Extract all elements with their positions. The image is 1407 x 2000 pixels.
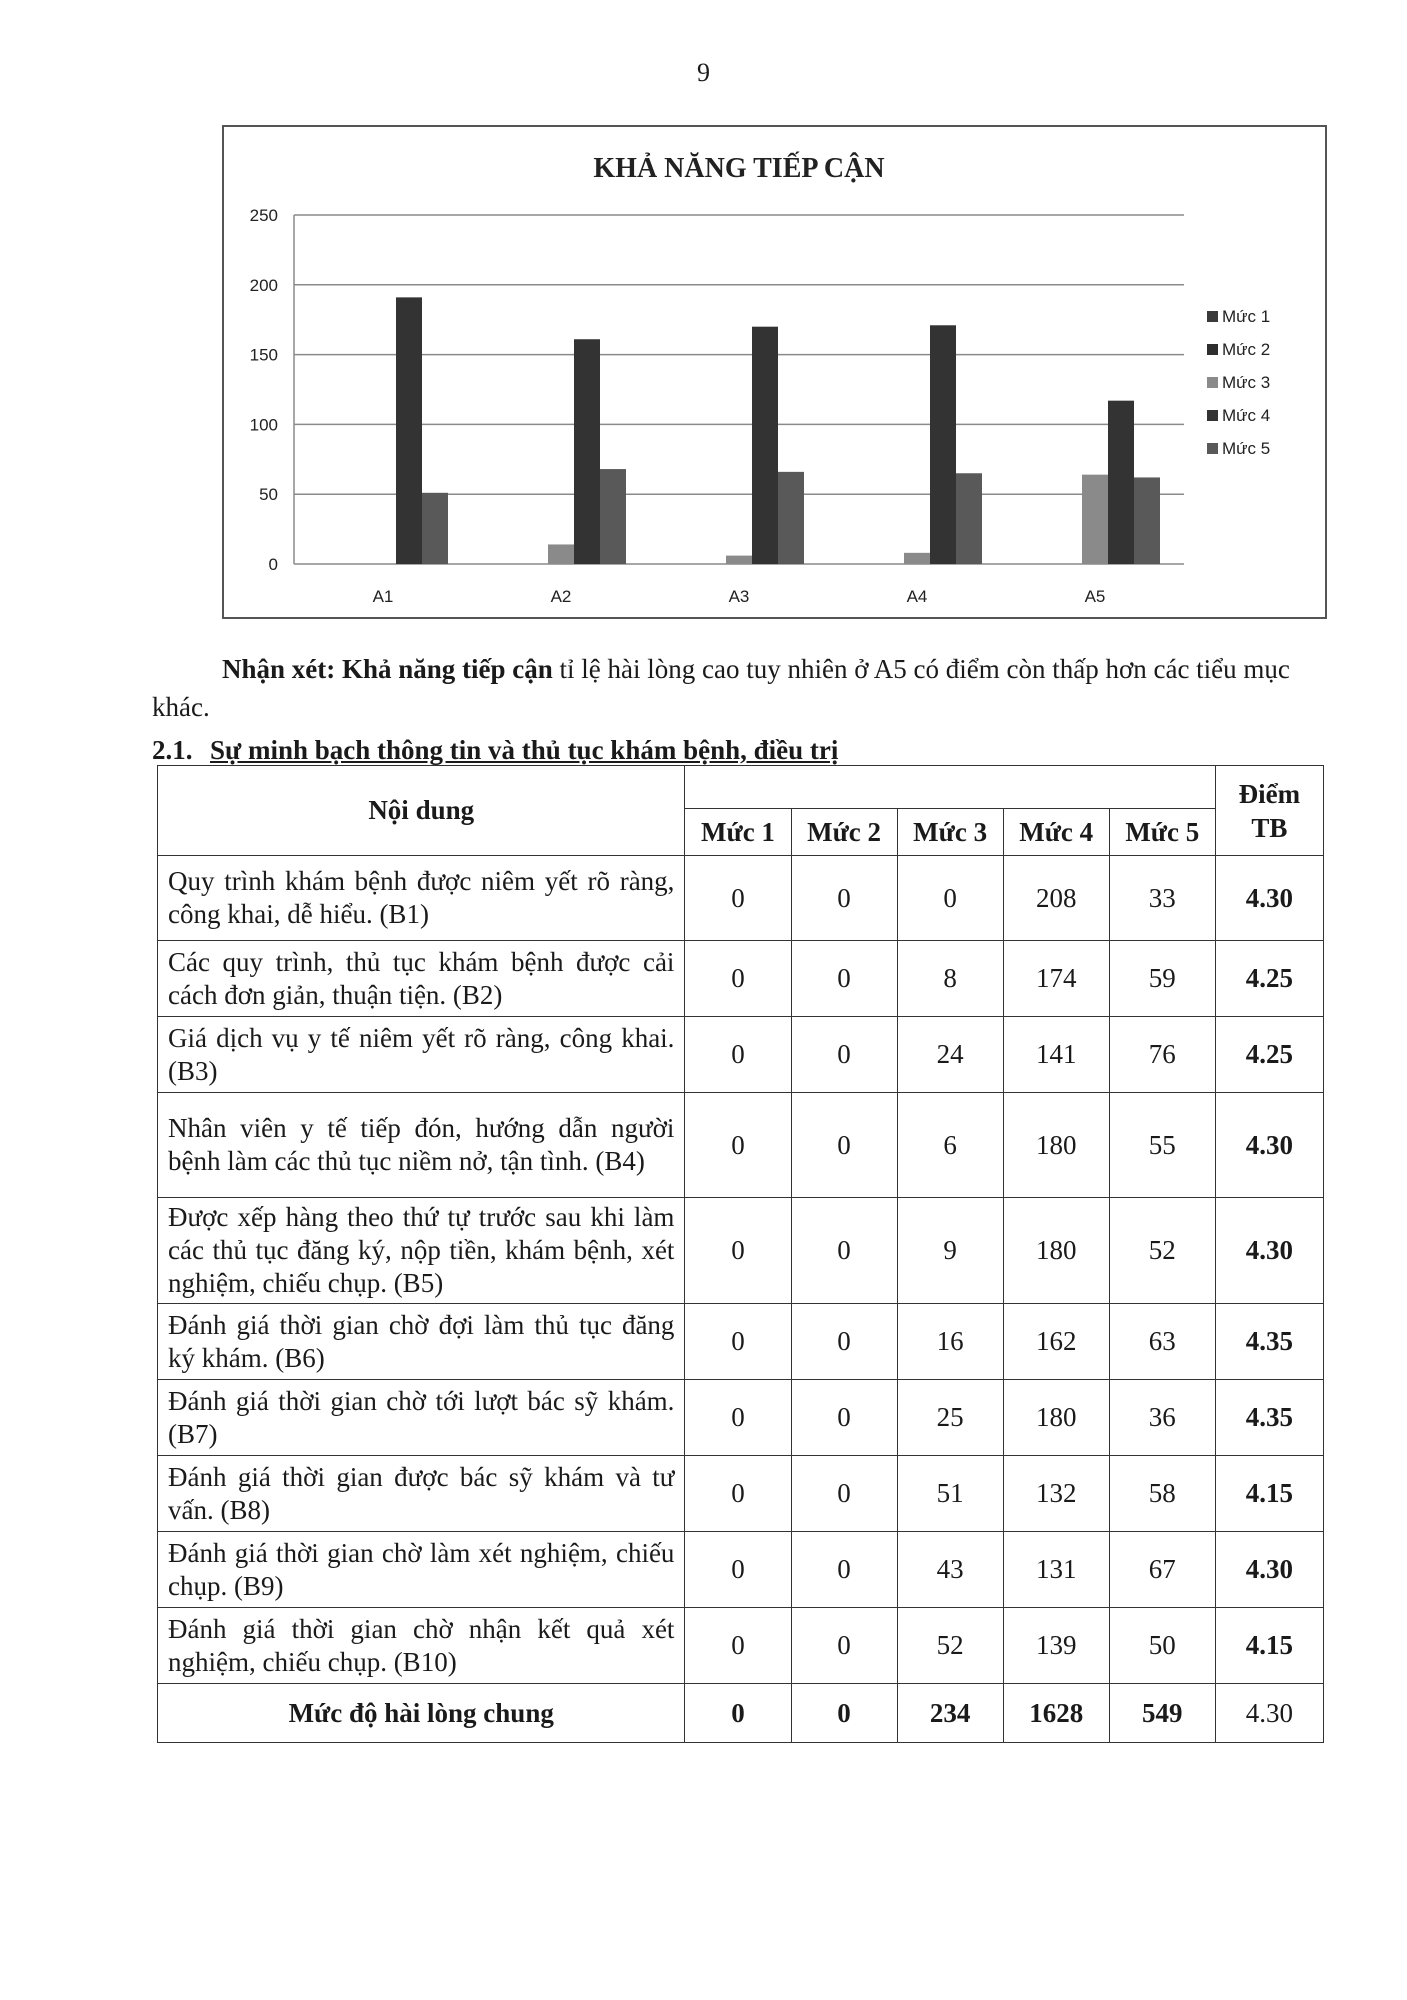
- table-row: [158, 1093, 1324, 1198]
- total-level-4: 1628: [1003, 1684, 1109, 1743]
- legend-swatch: [1207, 443, 1218, 454]
- header-level-5: Mức 5: [1109, 809, 1215, 856]
- row-level-3: 51: [897, 1456, 1003, 1532]
- row-level-3: 43: [897, 1532, 1003, 1608]
- chart-canvas: [224, 127, 1325, 617]
- row-average: 4.25: [1215, 1017, 1323, 1093]
- comment-text: tỉ lệ hài lòng cao tuy nhiên ở A5 có điểm còn thấp hơn các tiểu mục khác.: [152, 654, 1290, 722]
- bar-a5-level-5: [1134, 477, 1160, 564]
- satisfaction-table: [157, 765, 1324, 1743]
- section-heading: [152, 735, 838, 766]
- bar-a5-level-3: [1082, 475, 1108, 564]
- x-category-label: A5: [1084, 587, 1106, 606]
- row-level-3: 0: [897, 856, 1003, 941]
- row-content: Đánh giá thời gian chờ nhận kết quả xét nghiệm, chiếu chụp. (B10): [158, 1608, 685, 1684]
- row-content: Đánh giá thời gian được bác sỹ khám và tư vấn. (B8): [158, 1456, 685, 1532]
- section-title: Sự minh bạch thông tin và thủ tục khám bệnh, điều trị: [210, 735, 839, 765]
- table-row: [158, 941, 1324, 1017]
- bar-a3-level-3: [726, 556, 752, 564]
- row-level-4: 131: [1003, 1532, 1109, 1608]
- bar-a4-level-3: [904, 553, 930, 564]
- row-average: 4.35: [1215, 1304, 1323, 1380]
- table-row: [158, 1304, 1324, 1380]
- legend-label: Mức 3: [1222, 373, 1271, 392]
- total-level-3: 234: [897, 1684, 1003, 1743]
- row-content: Đánh giá thời gian chờ làm xét nghiệm, chiếu chụp. (B9): [158, 1532, 685, 1608]
- x-category-label: A1: [372, 587, 394, 606]
- row-level-4: 180: [1003, 1198, 1109, 1304]
- comment-paragraph: [152, 650, 1302, 726]
- header-average-line1: Điểm: [1238, 778, 1301, 809]
- row-level-4: 139: [1003, 1608, 1109, 1684]
- row-level-2: 0: [791, 856, 897, 941]
- row-average: 4.30: [1215, 856, 1323, 941]
- row-level-5: 36: [1109, 1380, 1215, 1456]
- row-level-2: 0: [791, 1532, 897, 1608]
- header-average-line2: TB: [1251, 812, 1288, 843]
- bar-a3-level-5: [778, 472, 804, 564]
- x-category-label: A2: [550, 587, 572, 606]
- page-number: 9: [697, 58, 710, 87]
- row-content: Quy trình khám bệnh được niêm yết rõ ràng, công khai, dễ hiểu. (B1): [158, 856, 685, 941]
- row-level-3: 6: [897, 1093, 1003, 1198]
- header-level-3: Mức 3: [897, 809, 1003, 856]
- row-average: 4.25: [1215, 941, 1323, 1017]
- row-level-2: 0: [791, 1093, 897, 1198]
- row-average: 4.15: [1215, 1608, 1323, 1684]
- bar-a4-level-5: [956, 473, 982, 564]
- section-number: 2.1.: [152, 735, 193, 765]
- row-content: Các quy trình, thủ tục khám bệnh được cải cách đơn giản, thuận tiện. (B2): [158, 941, 685, 1017]
- bar-a1-level-4: [396, 297, 422, 564]
- row-content: Nhân viên y tế tiếp đón, hướng dẫn người bệnh làm các thủ tục niềm nở, tận tình. (B4): [158, 1093, 685, 1198]
- row-level-4: 180: [1003, 1093, 1109, 1198]
- row-average: 4.30: [1215, 1198, 1323, 1304]
- legend-swatch: [1207, 377, 1218, 388]
- row-level-5: 59: [1109, 941, 1215, 1017]
- row-level-2: 0: [791, 1456, 897, 1532]
- row-level-2: 0: [791, 1608, 897, 1684]
- row-level-2: 0: [791, 1017, 897, 1093]
- row-level-3: 52: [897, 1608, 1003, 1684]
- row-average: 4.15: [1215, 1456, 1323, 1532]
- total-level-2: 0: [791, 1684, 897, 1743]
- table-row: [158, 1532, 1324, 1608]
- row-content: Giá dịch vụ y tế niêm yết rõ ràng, công khai. (B3): [158, 1017, 685, 1093]
- row-level-5: 58: [1109, 1456, 1215, 1532]
- table-row: [158, 1608, 1324, 1684]
- row-level-1: 0: [685, 1304, 791, 1380]
- header-level-2: Mức 2: [791, 809, 897, 856]
- legend: [1207, 307, 1270, 458]
- x-category-label: A3: [728, 587, 750, 606]
- table-row: [158, 1456, 1324, 1532]
- table-row-total: [158, 1684, 1324, 1743]
- legend-swatch: [1207, 410, 1218, 421]
- table-row: [158, 1198, 1324, 1304]
- row-content: Đánh giá thời gian chờ tới lượt bác sỹ khám. (B7): [158, 1380, 685, 1456]
- row-level-3: 25: [897, 1380, 1003, 1456]
- row-level-4: 180: [1003, 1380, 1109, 1456]
- bar-a3-level-4: [752, 327, 778, 564]
- row-level-4: 208: [1003, 856, 1109, 941]
- row-average: 4.30: [1215, 1093, 1323, 1198]
- table-row: [158, 856, 1324, 941]
- row-level-3: 24: [897, 1017, 1003, 1093]
- y-tick-label: 200: [249, 275, 278, 295]
- header-level-4: Mức 4: [1003, 809, 1109, 856]
- row-level-5: 33: [1109, 856, 1215, 941]
- row-level-5: 52: [1109, 1198, 1215, 1304]
- y-tick-label: 50: [259, 485, 278, 505]
- row-level-1: 0: [685, 1608, 791, 1684]
- total-average: 4.30: [1215, 1684, 1323, 1743]
- row-level-2: 0: [791, 941, 897, 1017]
- x-category-label: A4: [906, 587, 928, 606]
- row-level-5: 50: [1109, 1608, 1215, 1684]
- row-level-1: 0: [685, 1380, 791, 1456]
- y-tick-label: 100: [249, 415, 278, 435]
- header-level-1: Mức 1: [685, 809, 791, 856]
- row-level-3: 16: [897, 1304, 1003, 1380]
- bar-a1-level-5: [422, 493, 448, 564]
- row-level-2: 0: [791, 1380, 897, 1456]
- row-level-5: 67: [1109, 1532, 1215, 1608]
- row-level-1: 0: [685, 1198, 791, 1304]
- bar-a4-level-4: [930, 325, 956, 564]
- legend-label: Mức 4: [1222, 406, 1271, 425]
- chart-title: KHẢ NĂNG TIẾP CẬN: [593, 153, 885, 184]
- table-body: [158, 856, 1324, 1743]
- y-tick-label: 250: [249, 206, 278, 225]
- row-average: 4.35: [1215, 1380, 1323, 1456]
- total-level-5: 549: [1109, 1684, 1215, 1743]
- bars: [396, 297, 1160, 564]
- y-axis-ticks: [250, 206, 278, 574]
- legend-label: Mức 1: [1222, 307, 1271, 326]
- legend-label: Mức 5: [1222, 439, 1271, 458]
- row-level-3: 9: [897, 1198, 1003, 1304]
- row-content: Đánh giá thời gian chờ đợi làm thủ tục đăng ký khám. (B6): [158, 1304, 685, 1380]
- row-level-1: 0: [685, 856, 791, 941]
- row-content: Được xếp hàng theo thứ tự trước sau khi làm các thủ tục đăng ký, nộp tiền, khám bệnh, xét nghiệm, chiếu chụp. (B5): [158, 1198, 685, 1304]
- row-level-4: 174: [1003, 941, 1109, 1017]
- header-average: [1215, 766, 1323, 856]
- row-level-4: 132: [1003, 1456, 1109, 1532]
- bar-a5-level-4: [1108, 401, 1134, 564]
- row-level-4: 162: [1003, 1304, 1109, 1380]
- bar-a2-level-5: [600, 469, 626, 564]
- y-tick-label: 150: [249, 345, 278, 365]
- row-level-5: 76: [1109, 1017, 1215, 1093]
- x-axis-categories: [373, 587, 1106, 606]
- legend-swatch: [1207, 311, 1218, 322]
- row-average: 4.30: [1215, 1532, 1323, 1608]
- row-level-2: 0: [791, 1304, 897, 1380]
- total-label: Mức độ hài lòng chung: [158, 1684, 685, 1743]
- header-content: Nội dung: [158, 766, 685, 856]
- row-level-1: 0: [685, 1532, 791, 1608]
- bar-a2-level-4: [574, 339, 600, 564]
- header-levels-group: [685, 766, 1215, 809]
- table-row: [158, 1017, 1324, 1093]
- row-level-2: 0: [791, 1198, 897, 1304]
- total-level-1: 0: [685, 1684, 791, 1743]
- y-tick-label: 0: [268, 555, 278, 574]
- legend-label: Mức 2: [1222, 340, 1271, 359]
- comment-label: Nhận xét: Khả năng tiếp cận: [222, 654, 553, 684]
- row-level-5: 55: [1109, 1093, 1215, 1198]
- bar-a2-level-3: [548, 544, 574, 564]
- row-level-1: 0: [685, 1093, 791, 1198]
- row-level-1: 0: [685, 1456, 791, 1532]
- row-level-3: 8: [897, 941, 1003, 1017]
- table-row: [158, 1380, 1324, 1456]
- row-level-1: 0: [685, 941, 791, 1017]
- row-level-4: 141: [1003, 1017, 1109, 1093]
- row-level-1: 0: [685, 1017, 791, 1093]
- row-level-5: 63: [1109, 1304, 1215, 1380]
- bar-chart: [222, 125, 1327, 619]
- legend-swatch: [1207, 344, 1218, 355]
